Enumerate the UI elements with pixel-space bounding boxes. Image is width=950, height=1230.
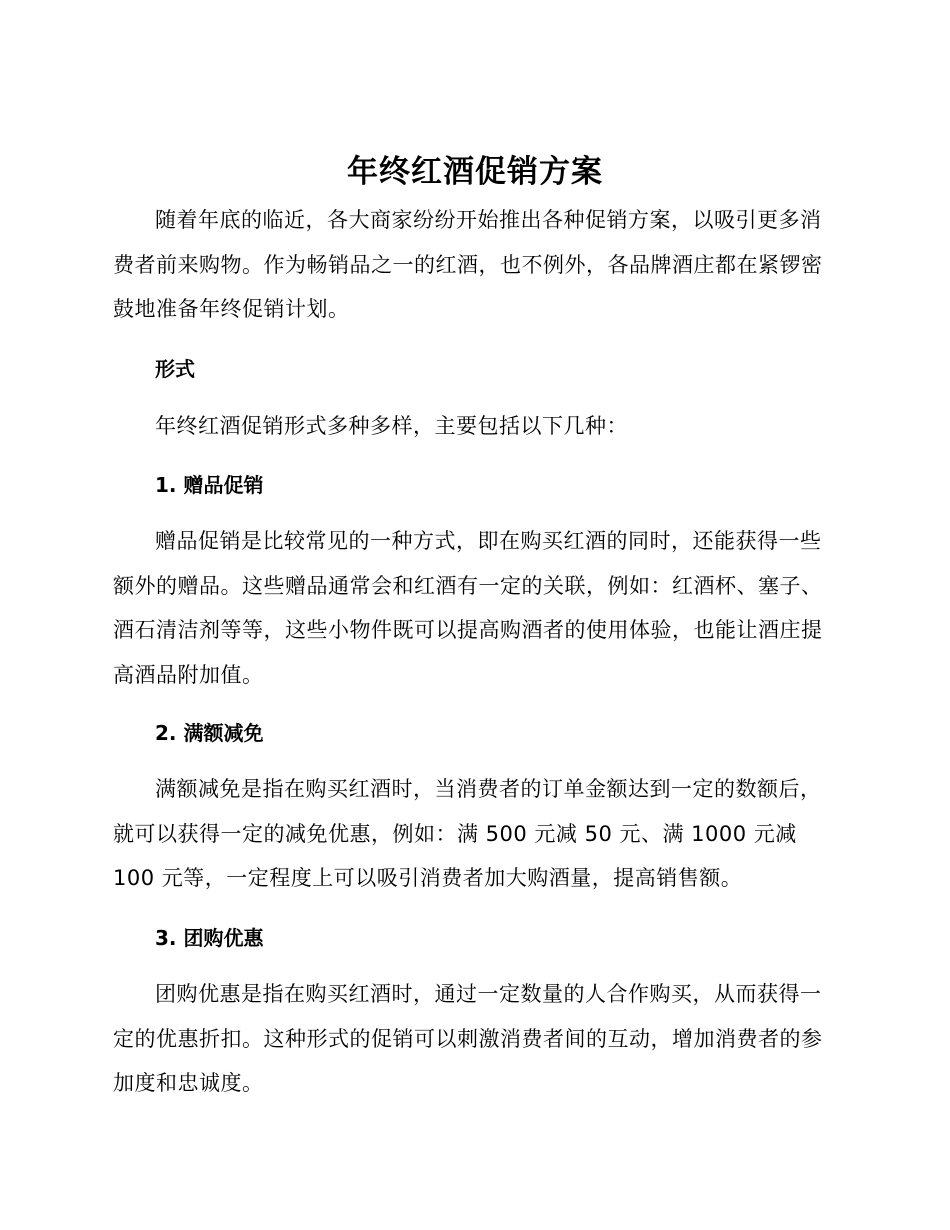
item-body-gift: 赠品促销是比较常见的一种方式，即在购买红酒的同时，还能获得一些额外的赠品。这些赠品通常会和红酒有一定的关联，例如：红酒杯、塞子、酒石清洁剂等等，这些小物件既可以提高购酒者的使用体验，也能让酒庄提高酒品附加值。	[113, 529, 823, 687]
section-heading: 形式	[155, 357, 195, 381]
document-title: 年终红酒促销方案	[347, 154, 603, 190]
item-heading-discount: 2. 满额减免	[155, 721, 264, 745]
item-heading-gift: 1. 赠品促销	[155, 473, 264, 497]
item-body-group: 团购优惠是指在购买红酒时，通过一定数量的人合作购买，从而获得一定的优惠折扣。这种形式的促销可以刺激消费者间的互动，增加消费者的参加度和忠诚度。	[113, 982, 823, 1095]
item-heading-group: 3. 团购优惠	[155, 926, 264, 950]
intro-paragraph: 随着年底的临近，各大商家纷纷开始推出各种促销方案，以吸引更多消费者前来购物。作为畅销品之一的红酒，也不例外，各品牌酒庄都在紧锣密鼓地准备年终促销计划。	[113, 208, 823, 321]
section-intro-paragraph: 年终红酒促销形式多种多样，主要包括以下几种：	[155, 414, 628, 438]
item-body-discount: 满额减免是指在购买红酒时，当消费者的订单金额达到一定的数额后，就可以获得一定的减免优惠，例如：满 500 元减 50 元、满 1000 元减 100 元等，一定程度上可以吸引消费者加大购酒量，提高销售额。	[113, 777, 822, 890]
